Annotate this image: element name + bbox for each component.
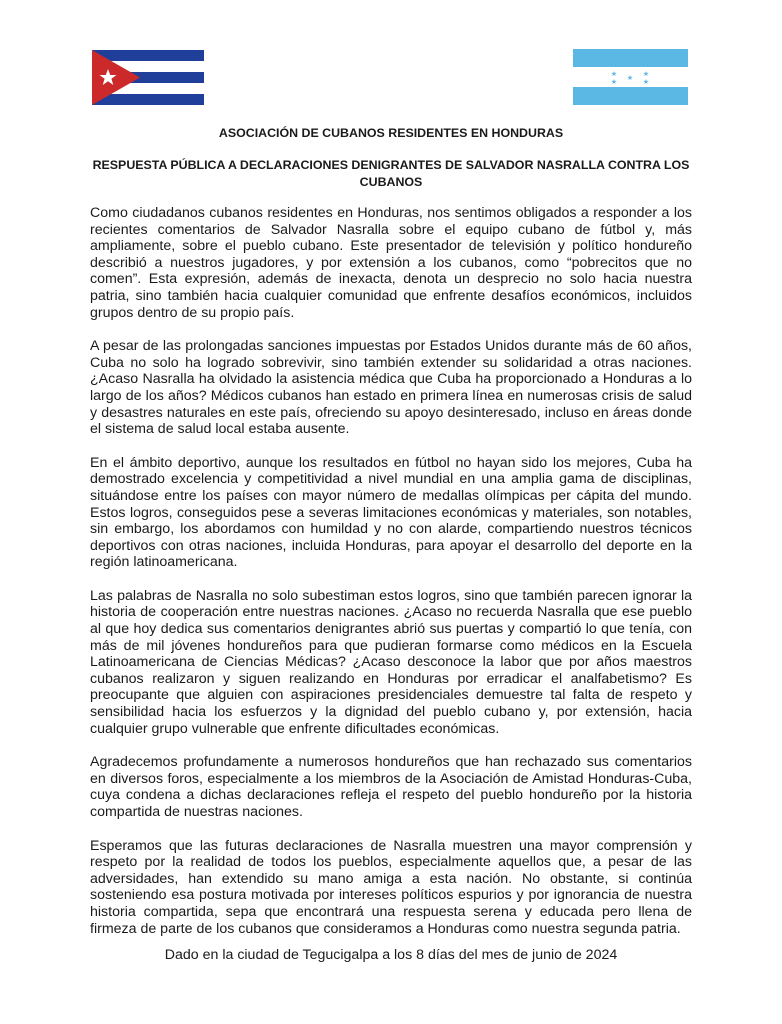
letter-body bbox=[90, 205, 692, 954]
paragraph-2: A pesar de las prolongadas sanciones impuestas por Estados Unidos durante más de 60 años, Cuba no solo ha logrado sobrevivir, sino también extender su solidaridad a otras naciones. ¿Acaso Nasralla ha olvidado la asistencia médica que Cuba ha proporcionado a Honduras a lo largo de los años? Médicos cubanos han estado en primera línea en numerosas crisis de salud y desastres naturales en este país, ofreciendo su apoyo desinteresado, incluso en áreas donde el sistema de salud local estaba ausente. bbox=[90, 338, 692, 438]
document-title: RESPUESTA PÚBLICA A DECLARACIONES DENIGRANTES DE SALVADOR NASRALLA CONTRA LOS CUBANOS bbox=[92, 158, 690, 189]
cuba-flag-icon bbox=[92, 50, 204, 105]
paragraph-3: En el ámbito deportivo, aunque los resultados en fútbol no hayan sido los mejores, Cuba ha demostrado excelencia y competitividad a nivel mundial en una amplia gama de disciplinas, situándose entre los países con mayor número de medallas olímpicas per cápita del mundo. Estos logros, conseguidos pese a severas limitaciones económicas y materiales, son notables, sin embargo, los abordamos con humildad y no con alarde, compartiendo nuestros técnicos deportivos con otras naciones, incluida Honduras, para apoyar el desarrollo del deporte en la región latinoamericana. bbox=[90, 454, 692, 571]
svg-text:★: ★ bbox=[642, 78, 650, 86]
svg-text:★: ★ bbox=[610, 70, 618, 78]
svg-text:★: ★ bbox=[626, 74, 634, 82]
paragraph-1: Como ciudadanos cubanos residentes en Honduras, nos sentimos obligados a responder a los recientes comentarios de Salvador Nasralla sobre el equipo cubano de fútbol y, más ampliamente, sobre el pueblo cubano. Este presentador de televisión y político hondureño describió a nuestros jugadores, y por extensión a los cubanos, como “pobrecitos que no comen”. Esta expresión, además de inexacta, denota un desprecio no solo hacia nuestra patria, sino también hacia cualquier comunidad que enfrente desafíos económicos, incluidos grupos dentro de su propio país. bbox=[90, 205, 692, 321]
paragraph-6: Esperamos que las futuras declaraciones de Nasralla muestren una mayor comprensión y respeto por la realidad de todos los pueblos, especialmente aquellos que, a pesar de las adversidades, han extendido su mano amiga a esta nación. No obstante, si continúa sosteniendo esa postura motivada por intereses políticos espurios y por ignorancia de nuestra historia compartida, sepa que encontrará una respuesta serena y educada pero llena de firmeza de parte de los cubanos que consideramos a Honduras como nuestra segunda patria. bbox=[90, 837, 692, 937]
paragraph-4: Las palabras de Nasralla no solo subestiman estos logros, sino que también parecen ignorar la historia de cooperación entre nuestras naciones. ¿Acaso no recuerda Nasralla que ese pueblo al que hoy dedica sus comentarios denigrantes abrió sus puertas y compartió lo que tenía, con más de mil jóvenes hondureños para que pudieran formarse como médicos en la Escuela Latinoamericana de Ciencias Médicas? ¿Acaso desconoce la labor que por años maestros cubanos realizaron y siguen realizando en Honduras por erradicar el analfabetismo? Es preocupante que alguien con aspiraciones presidenciales demuestre tal falta de respeto y sensibilidad hacia los esfuerzos y la dignidad del pueblo cubano y, por extensión, hacia cualquier grupo vulnerable que enfrente dificultades económicas. bbox=[90, 587, 692, 737]
honduras-flag-icon bbox=[573, 49, 688, 105]
svg-text:★: ★ bbox=[642, 70, 650, 78]
signoff-date-place: Dado en la ciudad de Tegucigalpa a los 8 días del mes de junio de 2024 bbox=[164, 947, 618, 963]
svg-text:★: ★ bbox=[610, 78, 618, 86]
organization-name: ASOCIACIÓN DE CUBANOS RESIDENTES EN HONDURAS bbox=[218, 126, 564, 140]
paragraph-5: Agradecemos profundamente a numerosos hondureños que han rechazado sus comentarios en diversos foros, especialmente a los miembros de la Asociación de Amistad Honduras-Cuba, cuya condena a dichas declaraciones refleja el respeto del pueblo hondureño por la historia compartida de nuestras naciones. bbox=[90, 754, 692, 820]
